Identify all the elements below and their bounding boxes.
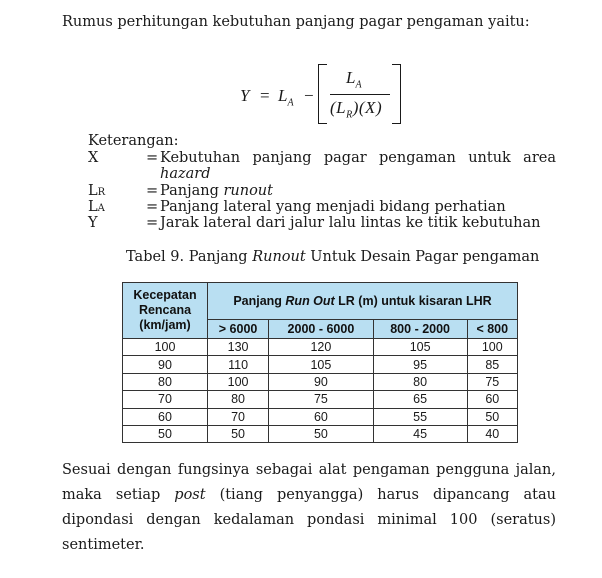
- definition-text: Panjang lateral yang menjadi bidang perhatian: [160, 199, 506, 215]
- table-cell: 100: [467, 339, 517, 356]
- table-row: [123, 339, 518, 356]
- table-cell: 105: [269, 356, 374, 373]
- runout-table: [122, 282, 518, 443]
- formula-left-bracket: [318, 64, 327, 124]
- table-row: [123, 391, 518, 408]
- formula-minus: −: [304, 86, 314, 105]
- table-cell: 60: [269, 408, 374, 425]
- formula-equals: =: [260, 86, 270, 105]
- header-lhr: > 6000: [208, 320, 269, 339]
- table-row: [123, 408, 518, 425]
- definition-symbol: Y: [88, 215, 98, 231]
- table-cell: 80: [208, 391, 269, 408]
- keterangan-title: Keterangan:: [88, 133, 179, 149]
- table-row: [123, 373, 518, 390]
- formula-lhs: Y: [240, 86, 250, 105]
- formula-numerator: $L_A$: [346, 68, 362, 91]
- definition-text: Panjang runout: [160, 183, 273, 199]
- table-caption: Tabel 9. Panjang Runout Untuk Desain Pagar pengaman: [126, 249, 540, 265]
- header-runout: Panjang Run Out LR (m) untuk kisaran LHR: [208, 283, 518, 320]
- table-cell: 100: [208, 373, 269, 390]
- intro-text: Rumus perhitungan kebutuhan panjang pagar pengaman yaitu:: [62, 14, 530, 30]
- table-cell: 65: [373, 391, 467, 408]
- table-cell: 80: [123, 373, 208, 390]
- definition-symbol: LA: [88, 199, 105, 215]
- table-cell: 110: [208, 356, 269, 373]
- table-cell: 100: [123, 339, 208, 356]
- table-cell: 50: [467, 408, 517, 425]
- header-lhr: 800 - 2000: [373, 320, 467, 339]
- table-cell: 70: [208, 408, 269, 425]
- definition-text-italic: hazard: [160, 166, 211, 182]
- table-cell: 85: [467, 356, 517, 373]
- table-cell: 70: [123, 391, 208, 408]
- formula-fraction-line: [330, 94, 390, 95]
- table-row: [123, 356, 518, 373]
- formula-la: $L_A$: [278, 86, 294, 109]
- table-cell: 60: [467, 391, 517, 408]
- header-speed: Kecepatan Rencana (km/jam): [123, 283, 208, 339]
- table-cell: 60: [123, 408, 208, 425]
- definition-equals: =: [146, 150, 159, 166]
- definition-symbol: X: [88, 150, 99, 166]
- table-cell: 50: [208, 425, 269, 442]
- formula-denominator: $(L_R)(X)$: [330, 98, 383, 121]
- table-cell: 105: [373, 339, 467, 356]
- definition-equals: =: [146, 199, 159, 215]
- table-cell: 40: [467, 425, 517, 442]
- definition-equals: =: [146, 215, 159, 231]
- definition-text: Jarak lateral dari jalur lalu lintas ke titik kebutuhan: [160, 215, 541, 231]
- header-lhr: < 800: [467, 320, 517, 339]
- table-row: [123, 425, 518, 442]
- definition-symbol: LR: [88, 183, 106, 199]
- table-cell: 50: [123, 425, 208, 442]
- closing-paragraph: Sesuai dengan fungsinya sebagai alat pengaman pengguna jalan, maka setiap post (tiang penyangga) harus dipancang atau dipondasi dengan kedalaman pondasi minimal 100 (seratus) sentimeter.: [62, 462, 556, 553]
- header-lhr: 2000 - 6000: [269, 320, 374, 339]
- table-cell: 50: [269, 425, 374, 442]
- table-cell: 130: [208, 339, 269, 356]
- formula: [240, 62, 410, 132]
- table-cell: 75: [269, 391, 374, 408]
- table-cell: 90: [123, 356, 208, 373]
- table-cell: 95: [373, 356, 467, 373]
- definition-equals: =: [146, 183, 159, 199]
- definition-text: Kebutuhan panjang pagar pengaman untuk area: [160, 150, 556, 166]
- table-cell: 80: [373, 373, 467, 390]
- formula-right-bracket: [392, 64, 401, 124]
- table-cell: 90: [269, 373, 374, 390]
- table-cell: 75: [467, 373, 517, 390]
- table-cell: 45: [373, 425, 467, 442]
- table-cell: 55: [373, 408, 467, 425]
- table-cell: 120: [269, 339, 374, 356]
